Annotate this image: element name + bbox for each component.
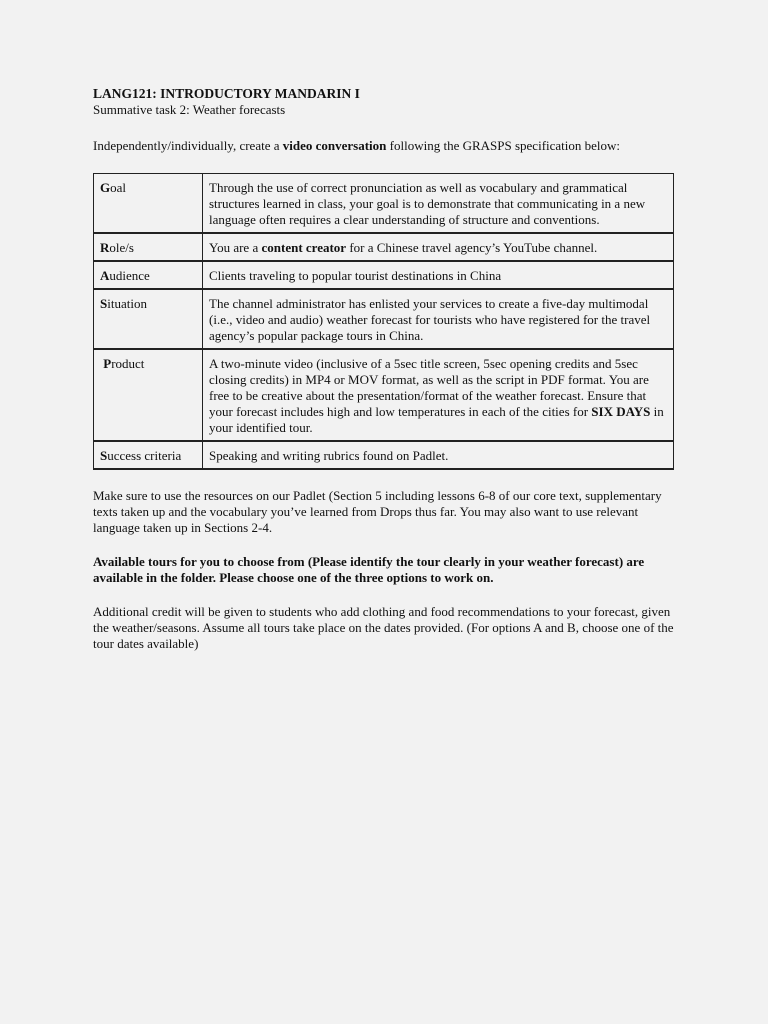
intro-paragraph <box>93 138 675 154</box>
label-rest: oal <box>110 180 127 195</box>
table-row-role <box>94 233 674 261</box>
label-initial: A <box>100 268 110 283</box>
resources-paragraph: Make sure to use the resources on our Padlet (Section 5 including lessons 6-8 of our core text, supplementary texts taken up and the vocabulary you’ve learned from Drops thus far. You may also want to use relevant language taken up in Sections 2-4. <box>93 488 662 535</box>
grasps-table <box>93 173 674 470</box>
row-text-audience: Clients traveling to popular tourist destinations in China <box>203 261 674 289</box>
row-label-role <box>94 233 203 261</box>
task-subtitle: Summative task 2: Weather forecasts <box>93 102 286 117</box>
course-title: LANG121: INTRODUCTORY MANDARIN I <box>93 86 360 101</box>
table-row-product <box>94 349 674 441</box>
credit-paragraph: Additional credit will be given to students who add clothing and food recommendations to your forecast, given the weather/seasons. Assume all tours take place on the dates provided. (For options A and B, choose one of the tour dates available) <box>93 604 674 651</box>
intro-text-after: following the GRASPS specification below: <box>386 138 621 153</box>
document-page <box>93 86 675 652</box>
row-text-success-criteria: Speaking and writing rubrics found on Padlet. <box>203 441 674 469</box>
label-rest: uccess criteria <box>107 448 182 463</box>
product-text-after: in your identified tour. <box>209 404 664 435</box>
label-rest: ole/s <box>109 240 134 255</box>
row-label-goal <box>94 174 203 234</box>
row-label-success-criteria <box>94 441 203 469</box>
label-initial: S <box>100 448 108 463</box>
intro-text-bold: video conversation <box>282 138 387 153</box>
label-rest: ituation <box>107 296 147 311</box>
row-text-product <box>203 349 674 441</box>
label-rest: udience <box>109 268 150 283</box>
table-row-goal <box>94 174 674 234</box>
label-rest: roduct <box>111 356 145 371</box>
row-label-situation <box>94 289 203 349</box>
label-initial: S <box>100 296 108 311</box>
role-text-bold: content creator <box>261 240 347 255</box>
role-text-after: for a Chinese travel agency’s YouTube channel. <box>346 240 598 255</box>
label-initial: G <box>100 180 111 195</box>
table-row-success-criteria <box>94 441 674 469</box>
table-row-situation <box>94 289 674 349</box>
row-label-audience <box>94 261 203 289</box>
tours-paragraph: Available tours for you to choose from (Please identify the tour clearly in your weather forecast) are available in the folder. Please choose one of the three options to work on. <box>93 554 645 585</box>
product-text-before: A two-minute video (inclusive of a 5sec title screen, 5sec opening credits and 5sec closing credits) in MP4 or MOV format, as well as the script in PDF format. You are free to be creative about the presentation/format of the weather forecast. Ensure that your forecast includes high and low temperatures in each of the cities for <box>209 356 649 419</box>
row-text-situation: The channel administrator has enlisted your services to create a five-day multimodal (i.e., video and audio) weather forecast for tourists who have registered for the travel agency’s popular package tours in China. <box>203 289 674 349</box>
row-text-role <box>203 233 674 261</box>
intro-text-before: Independently/individually, create a <box>93 138 283 153</box>
row-label-product <box>94 349 203 441</box>
row-text-goal: Through the use of correct pronunciation as well as vocabulary and grammatical structures learned in class, your goal is to demonstrate that communicating in a new language often requires a clear understanding of structure and conventions. <box>203 174 674 234</box>
product-text-bold: SIX DAYS <box>591 404 651 419</box>
label-initial: R <box>100 240 110 255</box>
table-row-audience <box>94 261 674 289</box>
role-text-before: You are a <box>209 240 262 255</box>
label-initial: P <box>103 356 112 371</box>
